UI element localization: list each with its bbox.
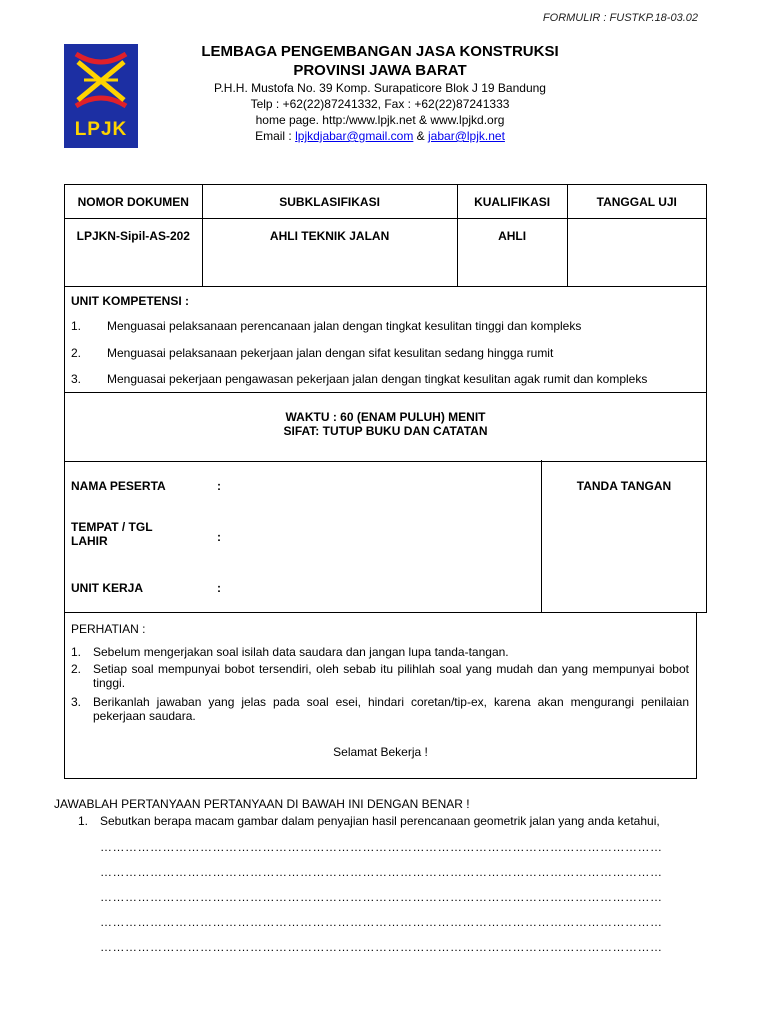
org-email — [150, 128, 610, 144]
notice-item — [71, 695, 689, 723]
tempat-tgl-lahir-label: TEMPAT / TGL LAHIR — [71, 520, 153, 548]
unit-kompetensi-title: UNIT KOMPETENSI : — [71, 294, 190, 308]
item-text: Menguasai pelaksanaan pekerjaan jalan dengan sifat kesulitan sedang hingga rumit — [107, 346, 554, 360]
answer-line[interactable]: ……………………………………………………………………………………………………………………… — [100, 865, 663, 879]
logo-text: LPJK — [74, 119, 128, 140]
answer-line[interactable]: ……………………………………………………………………………………………………………………… — [100, 940, 663, 954]
logo-emblem-icon — [64, 44, 138, 122]
question-text: Sebutkan berapa macam gambar dalam penyajian hasil perencanaan geometrik jalan yang anda ketahui, — [100, 814, 660, 828]
value-subklasifikasi: AHLI TEKNIK JALAN — [202, 219, 457, 287]
unit-kompetensi-item — [71, 372, 647, 386]
value-nomor-dokumen: LPJKN-Sipil-AS-202 — [65, 219, 203, 287]
email-link-1[interactable]: lpjkdjabar@gmail.com — [295, 129, 414, 143]
email-separator: & — [413, 129, 429, 143]
org-name-line2: PROVINSI JAWA BARAT — [293, 62, 467, 79]
header-tanggal-uji: TANGGAL UJI — [567, 185, 706, 219]
item-number: 2. — [71, 662, 82, 676]
value-tanggal-uji — [567, 219, 706, 287]
participant-section — [64, 460, 707, 613]
questions-instruction: JAWABLAH PERTANYAAN PERTANYAAN DI BAWAH INI DENGAN BENAR ! — [54, 797, 470, 811]
exam-nature: SIFAT: TUTUP BUKU DAN CATATAN — [283, 424, 488, 438]
unit-kompetensi-section — [64, 286, 707, 393]
item-number: 2. — [71, 346, 82, 360]
header-nomor-dokumen: NOMOR DOKUMEN — [65, 185, 203, 219]
item-number: 3. — [71, 695, 82, 709]
exam-time: WAKTU : 60 (ENAM PULUH) MENIT — [285, 410, 486, 424]
org-homepage: home page. http:/www.lpjk.net & www.lpjkd.org — [255, 113, 505, 127]
value-kualifikasi: AHLI — [457, 219, 567, 287]
notice-item — [71, 645, 689, 659]
email-label: Email : — [255, 129, 296, 143]
header-kualifikasi: KUALIFIKASI — [457, 185, 567, 219]
letterhead — [150, 42, 610, 144]
item-text: Menguasai pelaksanaan perencanaan jalan dengan tingkat kesulitan tinggi dan kompleks — [107, 319, 582, 333]
unit-kerja-field[interactable] — [211, 568, 541, 610]
item-text: Sebelum mengerjakan soal isilah data saudara dan jangan lupa tanda-tangan. — [93, 645, 509, 659]
item-number: 1. — [71, 645, 82, 659]
org-name-line1: LEMBAGA PENGEMBANGAN JASA KONSTRUKSI — [201, 43, 559, 60]
notice-title: PERHATIAN : — [71, 622, 146, 636]
signature-area[interactable] — [542, 508, 706, 610]
item-text: Setiap soal mempunyai bobot tersendiri, oleh sebab itu pilihlah soal yang mudah dan yang mempunyai bobot tinggi. — [93, 662, 689, 690]
nama-peserta-label: NAMA PESERTA — [71, 479, 166, 493]
nama-peserta-field[interactable] — [211, 462, 541, 508]
closing-text: Selamat Bekerja ! — [333, 745, 428, 759]
question-item — [78, 814, 718, 828]
header-subklasifikasi: SUBKLASIFIKASI — [202, 185, 457, 219]
document-info-table — [64, 184, 707, 287]
exam-info-box — [64, 392, 707, 462]
unit-kompetensi-item — [71, 319, 581, 333]
item-text: Menguasai pekerjaan pengawasan pekerjaan jalan dengan tingkat kesulitan agak rumit dan kompleks — [107, 372, 648, 386]
unit-kerja-label: UNIT KERJA — [71, 581, 144, 595]
item-number: 3. — [71, 372, 82, 386]
email-link-2[interactable]: jabar@lpjk.net — [428, 129, 505, 143]
notice-item — [71, 662, 689, 690]
tanda-tangan-label: TANDA TANGAN — [576, 479, 672, 493]
form-code: FORMULIR : FUSTKP.18-03.02 — [542, 12, 698, 24]
notice-box — [64, 612, 697, 779]
colon: : — [217, 479, 221, 493]
item-number: 1. — [71, 319, 82, 333]
unit-kompetensi-item — [71, 346, 553, 360]
item-text: Berikanlah jawaban yang jelas pada soal esei, hindari coretan/tip-ex, karena akan mengurangi penilaian pekerjaan saudara. — [93, 695, 689, 723]
org-address: P.H.H. Mustofa No. 39 Komp. Surapaticore Blok J 19 Bandung — [214, 81, 546, 95]
colon: : — [217, 530, 221, 544]
lpjk-logo — [64, 44, 138, 148]
answer-line[interactable]: ……………………………………………………………………………………………………………………… — [100, 840, 663, 854]
answer-line[interactable]: ……………………………………………………………………………………………………………………… — [100, 915, 663, 929]
question-number: 1. — [78, 814, 89, 828]
colon: : — [217, 581, 221, 595]
tempat-tgl-lahir-field[interactable] — [211, 510, 541, 566]
answer-line[interactable]: ……………………………………………………………………………………………………………………… — [100, 890, 663, 904]
org-phone: Telp : +62(22)87241332, Fax : +62(22)87241333 — [250, 97, 510, 111]
